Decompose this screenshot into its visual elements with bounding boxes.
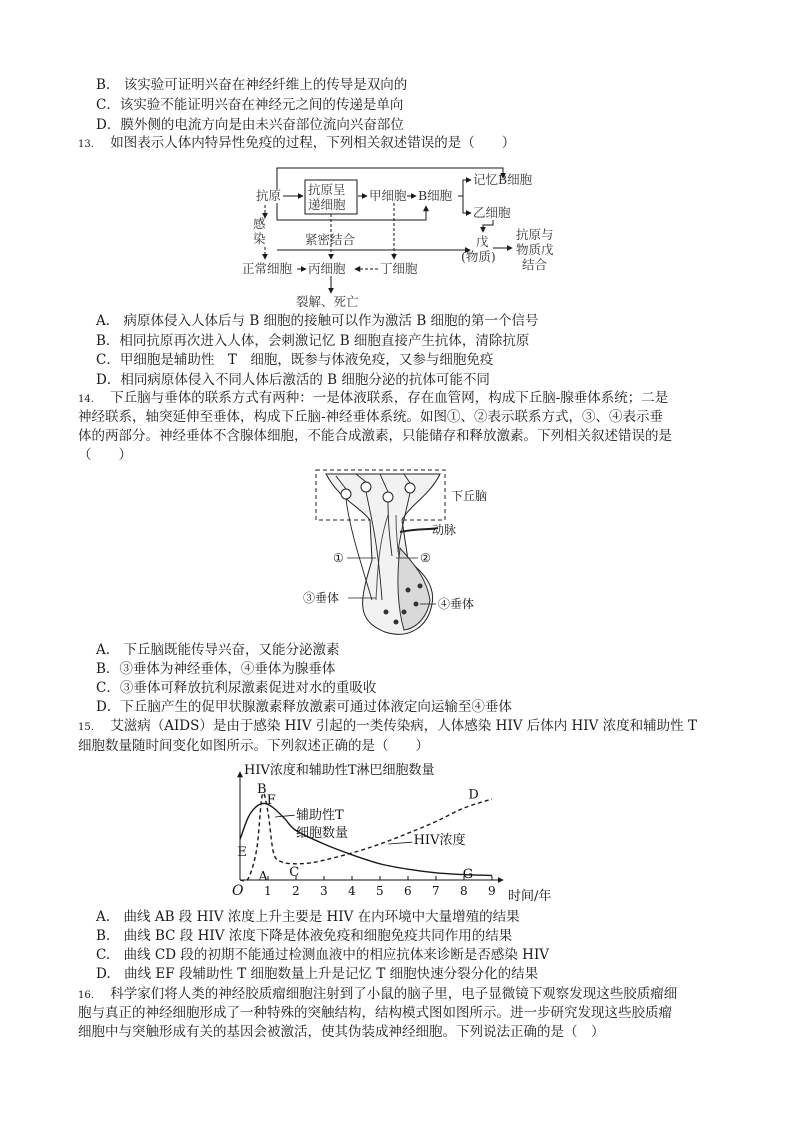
label-complex-2: 物质戊: [516, 242, 554, 257]
label-infect-2: 染: [253, 231, 266, 246]
label-close-bind: 紧密结合: [305, 232, 356, 247]
point-label-f: F: [266, 793, 276, 808]
x-tick-label: 7: [432, 884, 440, 898]
label-lysis: 裂解、死亡: [296, 294, 359, 309]
label-apc-1: 抗原呈: [308, 182, 346, 197]
label-complex-1: 抗原与: [516, 227, 554, 242]
series-label-leader: [388, 842, 412, 844]
question-number: 13.: [78, 139, 94, 150]
q14-stem-line-1: [78, 389, 668, 409]
point-label-e: E: [237, 845, 247, 861]
x-tick-label: 5: [376, 884, 384, 898]
x-tick-label: 1: [264, 884, 272, 898]
q12-option-d: D．膜外侧的电流方向是由未兴奋部位流向兴奋部位: [96, 117, 404, 133]
q15-option-a: A. 曲线 AB 段 HIV 浓度上升主要是 HIV 在内环境中大量增殖的结果: [96, 909, 520, 925]
label-artery: 动脉: [432, 523, 457, 537]
q14-stem-line-3: 体的两部分。神经垂体不含腺体细胞，不能合成激素，只能储存和释放激素。下列相关叙述错误的是: [78, 428, 672, 444]
neuron-body: [361, 482, 371, 492]
point-label-b: B: [257, 782, 267, 798]
question-stem: 科学家们将人类的神经胶质瘤细胞注射到了小鼠的脑子里，电子显微镜下观察发现这些胶质瘤细: [110, 986, 678, 1002]
label-circle-1: ①: [333, 551, 344, 565]
label-cell-bing: 丙细胞: [308, 261, 346, 276]
series-label-leader: [275, 815, 295, 817]
series-label-th-line2: 细胞数量: [296, 825, 349, 841]
hiv-chart: [228, 756, 558, 908]
q12-option-c: C．该实验不能证明兴奋在神经元之间的传递是单向: [96, 97, 404, 113]
label-part-4: ④垂体: [438, 597, 475, 611]
x-tick-label: 4: [348, 884, 356, 898]
label-cell-yi: 乙细胞: [473, 205, 511, 220]
q15-stem-line-2: 细胞数量随时间变化如图所示。下列叙述正确的是（ ）: [78, 738, 429, 754]
label-infect-1: 感: [253, 216, 266, 231]
neuron-body: [383, 492, 393, 502]
q15-option-d: D. 曲线 EF 段辅助性 T 细胞数量上升是记忆 T 细胞快速分裂分化的结果: [96, 966, 539, 982]
neuron-body: [405, 483, 415, 493]
question-stem: 艾滋病（AIDS）是由于感染 HIV 引起的一类传染病，人体感染 HIV 后体内 HIV 浓度和辅助性 T: [110, 718, 697, 734]
q15-option-c: C. 曲线 CD 段的初期不能通过检测血液中的相应抗体来诊断是否感染 HIV: [96, 947, 550, 963]
x-tick-label: O: [232, 883, 244, 899]
x-tick-label: 2: [292, 884, 300, 898]
hypothalamus-pituitary-diagram: [300, 466, 510, 644]
question-number: 14.: [78, 394, 94, 405]
label-memory-b: 记忆B细胞: [473, 172, 533, 187]
series-label-th-line1: 辅助性T: [296, 807, 344, 823]
point-label-g: G: [462, 866, 474, 882]
q13-option-b: B．相同抗原再次进入人体，会刺激记忆 B 细胞直接产生抗体，清除抗原: [96, 333, 530, 349]
label-wu-1: 戊: [476, 234, 489, 249]
q13-option-a: A. 病原体侵入人体后与 B 细胞的接触可以作为激活 B 细胞的第一个信号: [96, 313, 539, 329]
q14-stem-line-2: 神经联系，轴突延伸至垂体，构成下丘脑-神经垂体系统。如图①、②表示联系方式，③、④表示垂: [78, 409, 664, 425]
label-circle-2: ②: [420, 551, 431, 565]
q14-stem-line-4: （ ）: [78, 447, 132, 463]
question-number: 15.: [78, 722, 94, 733]
label-wu-2: (物质): [461, 249, 496, 264]
question-stem: 下丘脑与垂体的联系方式有两种：一是体液联系，存在血管网，构成下丘脑-腺垂体系统；二是: [110, 390, 669, 406]
label-antigen: 抗原: [256, 188, 282, 203]
chart-title: HIV浓度和辅助性T淋巴细胞数量: [244, 763, 435, 778]
q14-option-d: D．下丘脑产生的促甲状腺激素释放激素可通过体液定向运输至④垂体: [96, 699, 512, 715]
label-b-cell: B细胞: [418, 188, 453, 203]
series-label-hiv: HIV浓度: [413, 833, 466, 848]
x-tick-label: 8: [460, 884, 468, 898]
q15-stem-line-1: [78, 717, 697, 737]
q16-stem-line-1: [78, 985, 677, 1005]
label-apc-2: 递细胞: [308, 197, 346, 212]
q15-option-b: B. 曲线 BC 段 HIV 浓度下降是体液免疫和细胞免疫共同作用的结果: [96, 928, 513, 944]
neuron-body: [341, 489, 351, 499]
label-normal-cell: 正常细胞: [242, 261, 293, 276]
label-cell-jia: 甲细胞: [369, 188, 407, 203]
x-axis-label: 时间/年: [508, 889, 552, 904]
point-label-d: D: [468, 787, 479, 803]
point-label-a: A: [258, 869, 268, 885]
q12-option-b: B. 该实验可证明兴奋在神经纤维上的传导是双向的: [96, 77, 408, 93]
q13-option-d: D．相同病原体侵入不同人体后激活的 B 细胞分泌的抗体可能不同: [96, 372, 490, 388]
x-tick-label: 6: [404, 884, 412, 898]
label-complex-3: 结合: [522, 257, 548, 272]
label-cell-ding: 丁细胞: [380, 261, 418, 276]
q14-option-a: A. 下丘脑既能传导兴奋，又能分泌激素: [96, 642, 340, 658]
x-tick-label: 3: [320, 884, 328, 898]
q16-stem-line-2: 胞与真正的神经细胞形成了一种特殊的突触结构，结构模式图如图所示。进一步研究发现这些胶质瘤: [78, 1005, 672, 1021]
q14-option-c: C．③垂体可释放抗利尿激素促进对水的重吸收: [96, 680, 377, 696]
q16-stem-line-3: 细胞中与突触形成有关的基因会被激活，使其伪装成神经细胞。下列说法正确的是（ ）: [78, 1024, 605, 1040]
question-stem: 如图表示人体内特异性免疫的过程，下列相关叙述错误的是（ ）: [110, 135, 516, 151]
x-tick-label: 9: [488, 884, 496, 898]
label-part-3: ③垂体: [303, 591, 340, 605]
label-hypothalamus: 下丘脑: [451, 489, 488, 503]
q14-option-b: B．③垂体为神经垂体，④垂体为腺垂体: [96, 661, 336, 677]
immune-process-diagram: [236, 146, 566, 312]
point-label-c: C: [289, 865, 300, 880]
question-number: 16.: [78, 990, 94, 1001]
q13-option-c: C．甲细胞是辅助性 T 细胞，既参与体液免疫，又参与细胞免疫: [96, 352, 494, 368]
